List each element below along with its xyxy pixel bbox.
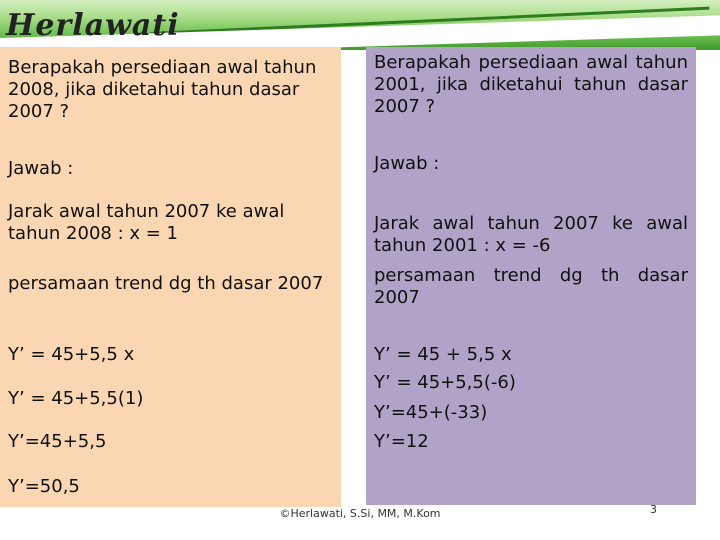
footer-credit: ©Herlawati, S.Si, MM, M.Kom [279, 507, 441, 520]
left-question: Berapakah persediaan awal tahun 2008, jika diketahui tahun dasar 2007 ? [8, 57, 317, 122]
right-step-1: Y’ = 45 + 5,5 x [374, 344, 512, 365]
right-question: Berapakah persediaan awal tahun 2001, jika diketahui tahun dasar 2007 ? [374, 52, 688, 117]
left-distance: Jarak awal tahun 2007 ke awal tahun 2008 : x = 1 [8, 201, 285, 244]
left-step-1: Y’ = 45+5,5 x [8, 344, 135, 365]
left-step-4: Y’=50,5 [8, 476, 80, 497]
header-title: Herlawati [6, 8, 180, 43]
right-answer-label: Jawab : [374, 153, 440, 174]
slide-header [0, 0, 720, 50]
right-step-2: Y’ = 45+5,5(-6) [374, 372, 516, 393]
left-panel [0, 47, 341, 507]
left-trend-equation: persamaan trend dg th dasar 2007 [8, 273, 324, 294]
right-distance: Jarak awal tahun 2007 ke awal tahun 2001 : x = -6 [374, 213, 688, 256]
left-step-3: Y’=45+5,5 [8, 431, 107, 452]
left-step-2: Y’ = 45+5,5(1) [8, 388, 144, 409]
right-panel [366, 47, 696, 505]
right-step-4: Y’=12 [374, 431, 429, 452]
left-answer-label: Jawab : [8, 158, 74, 179]
right-step-3: Y’=45+(-33) [374, 402, 488, 423]
right-trend-equation: persamaan trend dg th dasar 2007 [374, 265, 688, 308]
page-number: 3 [650, 503, 657, 516]
